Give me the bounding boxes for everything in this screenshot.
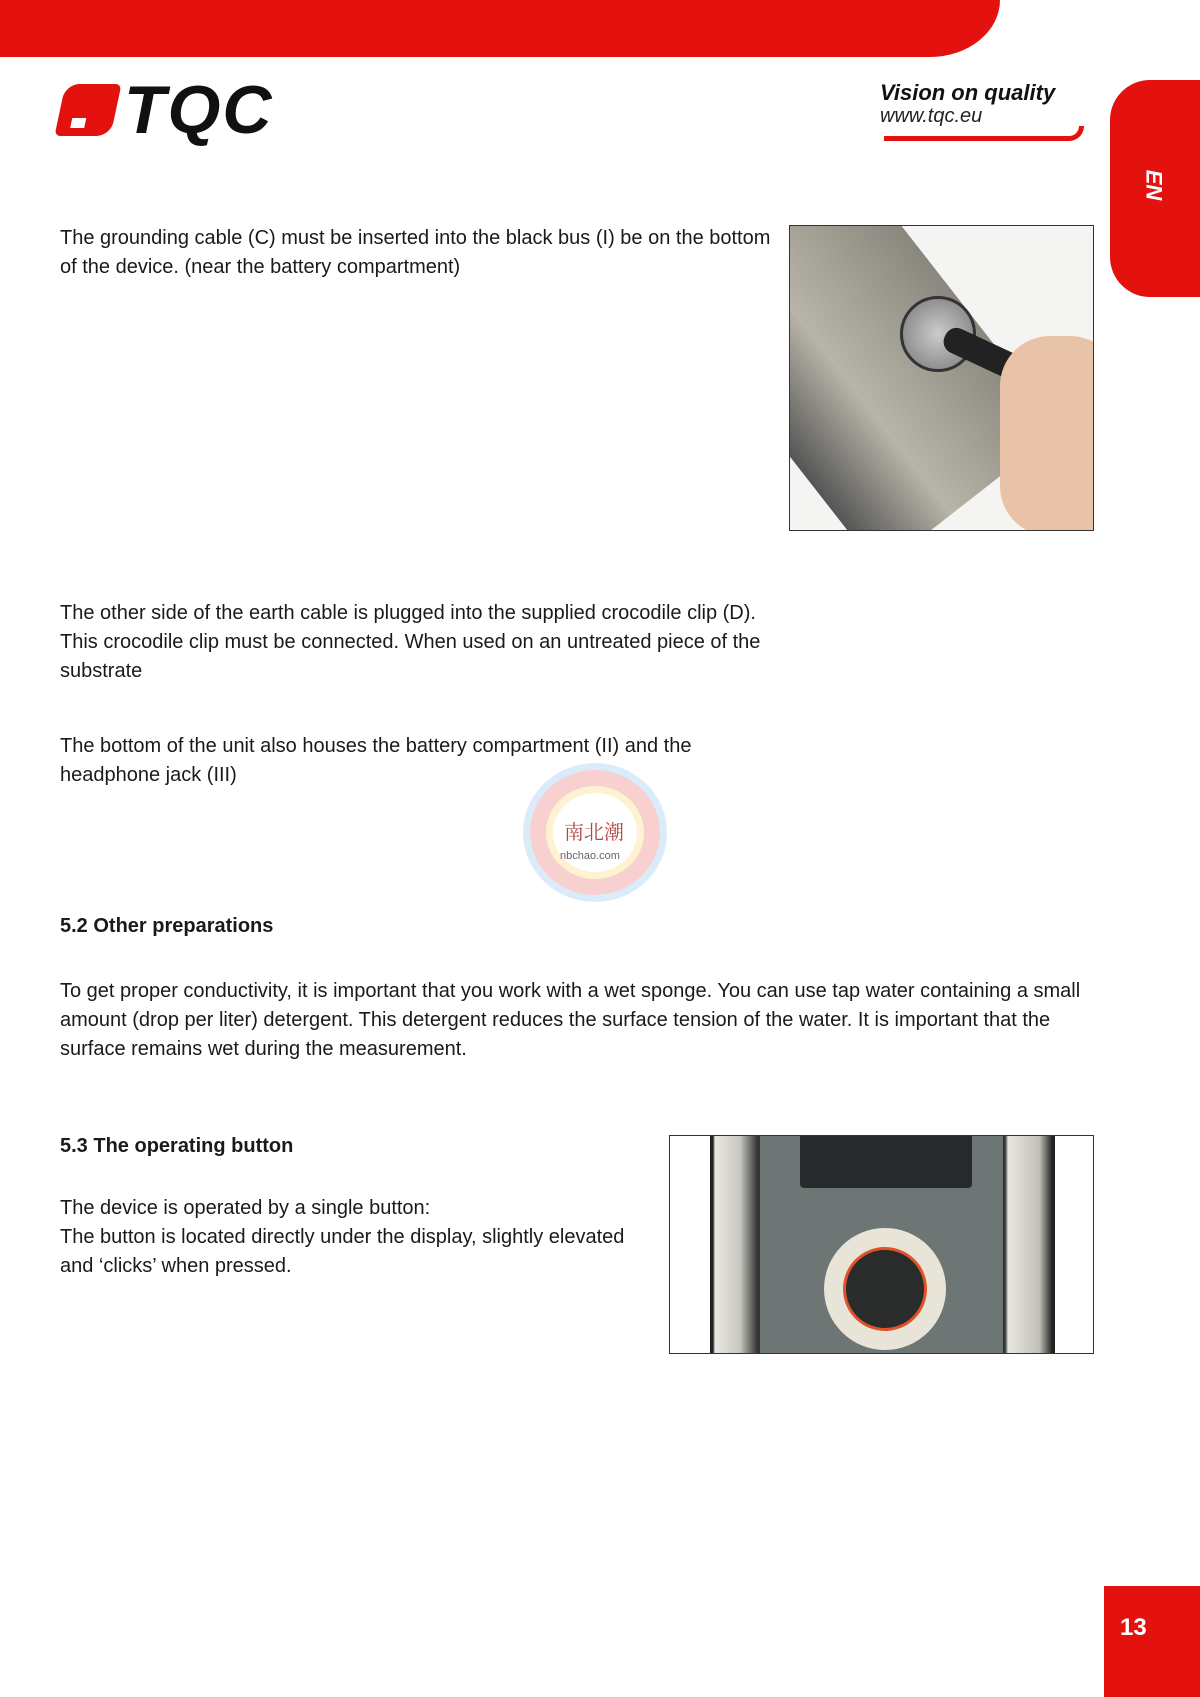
crocodile-clip-paragraph: The other side of the earth cable is plugged into the supplied crocodile clip (D). This crocodile clip must be connected. When used on an untreated piece of the substrate bbox=[60, 602, 761, 682]
logo-text: TQC bbox=[124, 72, 274, 148]
section-5-3-heading: 5.3 The operating button bbox=[60, 1135, 294, 1157]
website-link[interactable]: www.tqc.eu bbox=[880, 105, 983, 127]
photo-grounding-cable bbox=[789, 225, 1094, 531]
language-tab bbox=[1110, 80, 1200, 297]
section-5-3-line1: The device is operated by a single button: bbox=[60, 1197, 431, 1219]
page-number: 13 bbox=[1120, 1614, 1147, 1641]
tagline-block bbox=[880, 80, 1090, 140]
language-label: EN bbox=[1141, 169, 1167, 201]
section-5-2-heading: 5.2 Other preparations bbox=[60, 915, 274, 937]
watermark-text: 南北潮 bbox=[564, 822, 624, 844]
logo-mark-icon bbox=[54, 84, 121, 136]
photo-operating-button bbox=[669, 1135, 1094, 1354]
tqc-logo bbox=[60, 72, 335, 148]
watermark bbox=[500, 760, 695, 900]
watermark-subtext: nbchao.com bbox=[560, 850, 620, 862]
section-5-3-line2: The button is located directly under the display, slightly elevated and ‘clicks’ when pressed. bbox=[60, 1226, 625, 1277]
section-5-2-paragraph: To get proper conductivity, it is important that you work with a wet sponge. You can use tap water containing a small amount (drop per liter) detergent. This detergent reduces the surface tension of the water. It is important that the surface remains wet during the measurement. bbox=[60, 980, 1081, 1060]
battery-compartment-paragraph: The bottom of the unit also houses the battery compartment (II) and the headphone jack (III) bbox=[60, 735, 692, 786]
tagline-swoosh bbox=[884, 126, 1084, 141]
tagline: Vision on quality bbox=[880, 80, 1056, 105]
page-number-box bbox=[1104, 1586, 1200, 1697]
section-5-3-paragraph bbox=[60, 1194, 660, 1281]
header-red-bar bbox=[0, 0, 1000, 57]
grounding-cable-paragraph: The grounding cable (C) must be inserted into the black bus (I) be on the bottom of the device. (near the battery compartment) bbox=[60, 227, 771, 278]
